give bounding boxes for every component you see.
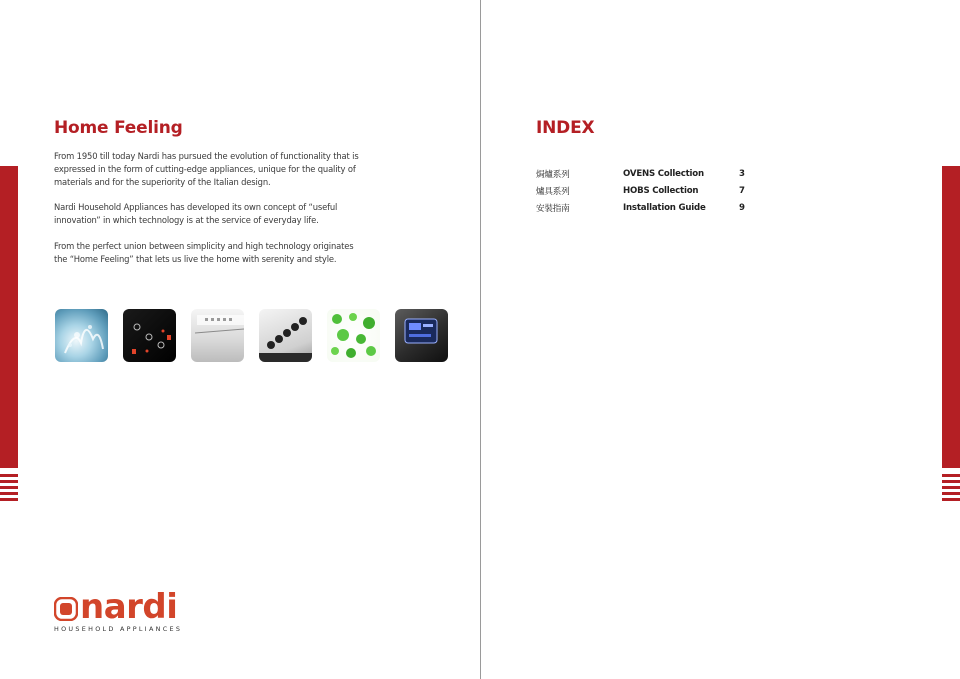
edge-stripe [0,480,18,483]
index-page-number: 9 [739,202,745,213]
index-table [536,165,755,216]
index-entry-installation[interactable] [536,199,755,216]
feature-thumbnail-strip [55,309,448,362]
glass-hob-controls-image [123,309,176,362]
home-feeling-title: Home Feeling [54,118,183,138]
edge-stripe [942,486,960,489]
oven-door-image [191,309,244,362]
index-page-number: 3 [739,168,745,179]
edge-stripe [0,492,18,495]
right-red-edge-tab [942,166,960,468]
water-splash-image [55,309,108,362]
edge-stripe [0,498,18,501]
index-english-label: Installation Guide [623,202,706,213]
index-page-number: 7 [739,185,745,196]
logo-wordmark: nardi [80,587,178,627]
nardi-logo-icon [54,597,78,621]
index-chinese-label: 爐具系列 [536,186,570,197]
edge-stripe [0,486,18,489]
edge-stripe [0,474,18,477]
logo-mark [54,587,182,627]
index-chinese-label: 安裝指南 [536,203,570,214]
left-edge-stripes [0,474,18,504]
edge-stripe [942,480,960,483]
index-english-label: HOBS Collection [623,185,699,196]
right-page [481,0,960,679]
intro-paragraph: From 1950 till today Nardi has pursued the evolution of functionality that is expressed in the form of cutting-edge appliances, unique for the quality of materials and for the superiority of the Italian design. [54,151,359,187]
right-edge-stripes [942,474,960,504]
control-knobs-image [259,309,312,362]
logo-tagline: HOUSEHOLD APPLIANCES [54,625,183,633]
nardi-logo [54,587,183,633]
page-spine-divider [480,0,481,679]
intro-paragraph: Nardi Household Appliances has developed its own concept of “useful innovation” in which technology is at the service of everyday life. [54,202,338,226]
index-entry-ovens[interactable] [536,165,755,182]
index-english-label: OVENS Collection [623,168,704,179]
green-bubbles-image [327,309,380,362]
index-title: INDEX [536,118,595,138]
edge-stripe [942,498,960,501]
intro-paragraph: From the perfect union between simplicity and high technology originates the “Home Feeling” that lets us live the home with serenity and style. [54,240,354,264]
index-entry-hobs[interactable] [536,182,755,199]
edge-stripe [942,474,960,477]
index-chinese-label: 焗爐系列 [536,169,570,180]
intro-body-copy [54,150,364,279]
edge-stripe [942,492,960,495]
left-red-edge-tab [0,166,18,468]
digital-display-image [395,309,448,362]
